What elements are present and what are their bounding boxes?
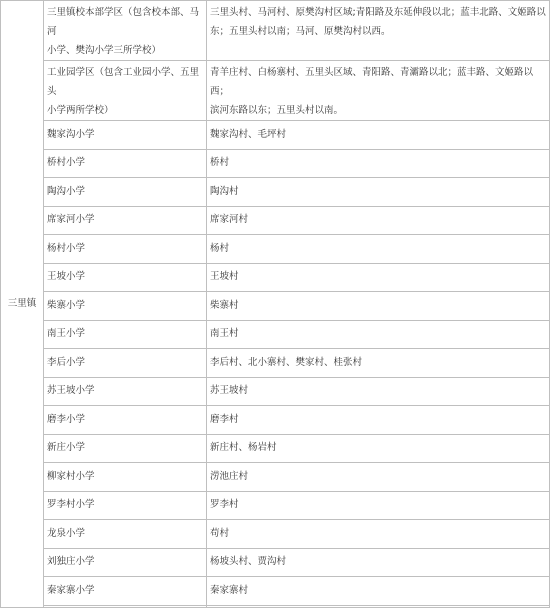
school-cell: 苏王坡小学: [44, 377, 207, 406]
school-cell: 南王小学: [44, 320, 207, 349]
area-cell: 新庄村、杨岩村: [207, 434, 550, 463]
tail-cell: [44, 605, 207, 607]
area-cell: 罗李村: [207, 491, 550, 520]
school-cell: 桥村小学: [44, 149, 207, 178]
table-row: [1, 349, 550, 378]
area-cell: 磨李村: [207, 406, 550, 435]
area-text-line: 青羊庄村、白杨寨村、五里头区域、青阳路、青灞路以北；蓝丰路、文姬路以西；: [210, 67, 534, 97]
area-cell: 李后村、北小寨村、樊家村、桂张村: [207, 349, 550, 378]
school-text-line: 小学、樊沟小学三所学校）: [47, 45, 162, 56]
area-text-line: 滨河东路以东；五里头村以南。: [210, 105, 344, 116]
table-row: [1, 434, 550, 463]
table-row: [1, 520, 550, 549]
table-row: [1, 61, 550, 121]
area-cell: 陶沟村: [207, 178, 550, 207]
school-cell: 柳家村小学: [44, 463, 207, 492]
area-cell: 涝池庄村: [207, 463, 550, 492]
area-cell: 柴寨村: [207, 292, 550, 321]
table-body: [1, 1, 550, 608]
table-row: [1, 463, 550, 492]
area-cell: 杨坡头村、贾沟村: [207, 548, 550, 577]
school-cell: 罗李村小学: [44, 491, 207, 520]
area-cell: [207, 1, 550, 61]
table-row: [1, 206, 550, 235]
area-cell: 苟村: [207, 520, 550, 549]
school-cell: [44, 61, 207, 121]
area-text-line: 东；五里头村以南；马河、原樊沟村以西。: [210, 26, 391, 37]
table-row: [1, 121, 550, 150]
table-row: [1, 548, 550, 577]
area-cell: [207, 61, 550, 121]
area-cell: 席家河村: [207, 206, 550, 235]
town-name-cell: 三里镇: [1, 1, 44, 608]
table-row: [1, 1, 550, 61]
school-cell: 陶沟小学: [44, 178, 207, 207]
area-cell: 王坡村: [207, 263, 550, 292]
school-cell: 魏家沟小学: [44, 121, 207, 150]
table-row: [1, 263, 550, 292]
school-cell: 李后小学: [44, 349, 207, 378]
tail-cell: [207, 605, 550, 607]
school-text-line: 三里镇校本部学区（包含校本部、马河: [47, 7, 200, 37]
table-row: [1, 149, 550, 178]
table-row: [1, 320, 550, 349]
school-cell: [44, 1, 207, 61]
area-cell: 南王村: [207, 320, 550, 349]
school-cell: 席家河小学: [44, 206, 207, 235]
school-cell: 龙泉小学: [44, 520, 207, 549]
school-cell: 柴寨小学: [44, 292, 207, 321]
school-cell: 王坡小学: [44, 263, 207, 292]
table-row: [1, 577, 550, 606]
area-cell: 桥村: [207, 149, 550, 178]
area-cell: 苏王坡村: [207, 377, 550, 406]
table-row: [1, 235, 550, 264]
area-cell: 杨村: [207, 235, 550, 264]
school-cell: 磨李小学: [44, 406, 207, 435]
table-row: [1, 406, 550, 435]
school-cell: 刘独庄小学: [44, 548, 207, 577]
table-row: [1, 491, 550, 520]
table-row: [1, 292, 550, 321]
area-cell: 秦家寨村: [207, 577, 550, 606]
table-row: [1, 178, 550, 207]
school-cell: 秦家寨小学: [44, 577, 207, 606]
table-row-tail: [1, 605, 550, 607]
school-cell: 杨村小学: [44, 235, 207, 264]
table-row: [1, 377, 550, 406]
school-cell: 新庄小学: [44, 434, 207, 463]
area-cell: 魏家沟村、毛坪村: [207, 121, 550, 150]
school-text-line: 工业园学区（包含工业园小学、五里头: [47, 67, 200, 97]
school-text-line: 小学两所学校）: [47, 105, 114, 116]
area-text-line: 三里头村、马河村、原樊沟村区域;青阳路及东延伸段以北；蓝丰北路、文姬路以: [210, 7, 546, 18]
